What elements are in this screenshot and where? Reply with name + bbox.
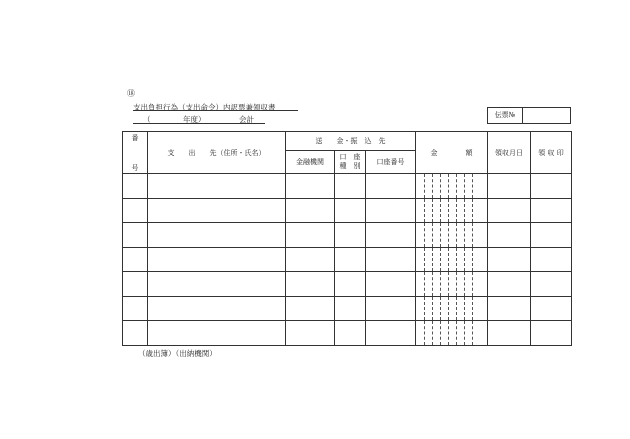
cell-bank[interactable] — [286, 174, 335, 199]
cell-receipt-seal[interactable] — [531, 272, 572, 297]
table-row — [123, 174, 572, 199]
cell-number[interactable] — [123, 296, 148, 321]
cell-receipt-date[interactable] — [488, 247, 531, 272]
cell-bank[interactable] — [286, 223, 335, 248]
table-row — [123, 321, 572, 346]
header-number — [123, 132, 148, 174]
cell-payee[interactable] — [148, 198, 286, 223]
cell-amount[interactable] — [416, 174, 488, 199]
cell-account-number[interactable] — [366, 272, 416, 297]
header-account-type-bottom: 種 別 — [339, 162, 361, 170]
cell-receipt-seal[interactable] — [531, 296, 572, 321]
cell-account-number[interactable] — [366, 223, 416, 248]
slip-number-box — [487, 107, 571, 124]
cell-receipt-seal[interactable] — [531, 247, 572, 272]
form-title: 支出負担行為（支出命令）内訳票兼領収書 — [133, 103, 276, 112]
cell-account-number[interactable] — [366, 321, 416, 346]
cell-account-type[interactable] — [335, 247, 366, 272]
cell-amount[interactable] — [416, 198, 488, 223]
cell-payee[interactable] — [148, 272, 286, 297]
header-account-type-top: 口 座 — [339, 153, 361, 161]
cell-number[interactable] — [123, 174, 148, 199]
kaikei-label: 会計 — [239, 115, 254, 124]
cell-account-type[interactable] — [335, 198, 366, 223]
cell-payee[interactable] — [148, 296, 286, 321]
header-bank: 金融機関 — [286, 151, 335, 174]
header-payee: 支 出 先（住所・氏名） — [148, 132, 286, 174]
cell-payee[interactable] — [148, 247, 286, 272]
header-account-type — [335, 151, 366, 174]
cell-receipt-date[interactable] — [488, 321, 531, 346]
cell-number[interactable] — [123, 198, 148, 223]
cell-receipt-date[interactable] — [488, 223, 531, 248]
cell-account-type[interactable] — [335, 296, 366, 321]
cell-account-number[interactable] — [366, 247, 416, 272]
cell-receipt-seal[interactable] — [531, 198, 572, 223]
footer-note: （歳出簿）（出納機関） — [138, 349, 217, 358]
header-remittance: 送 金・振 込 先 — [286, 132, 416, 151]
cell-payee[interactable] — [148, 174, 286, 199]
title-underline — [133, 110, 298, 111]
cell-receipt-date[interactable] — [488, 174, 531, 199]
year-underline — [133, 123, 265, 124]
table-row — [123, 223, 572, 248]
cell-payee[interactable] — [148, 223, 286, 248]
cell-receipt-date[interactable] — [488, 296, 531, 321]
table-row — [123, 272, 572, 297]
cell-account-type[interactable] — [335, 223, 366, 248]
cell-receipt-date[interactable] — [488, 198, 531, 223]
cell-account-number[interactable] — [366, 174, 416, 199]
cell-amount[interactable] — [416, 296, 488, 321]
cell-amount[interactable] — [416, 272, 488, 297]
header-number-ban: 番 — [131, 133, 139, 142]
cell-account-type[interactable] — [335, 272, 366, 297]
header-amount: 金 額 — [416, 132, 488, 174]
cell-account-type[interactable] — [335, 321, 366, 346]
cell-number[interactable] — [123, 223, 148, 248]
year-label: 年度） — [183, 115, 206, 124]
circled-number-mark: ⑱ — [127, 89, 135, 98]
cell-payee[interactable] — [148, 321, 286, 346]
cell-number[interactable] — [123, 321, 148, 346]
cell-bank[interactable] — [286, 247, 335, 272]
header-receipt-date: 領収月日 — [488, 132, 531, 174]
year-open-paren: （ — [143, 115, 151, 124]
cell-receipt-seal[interactable] — [531, 223, 572, 248]
cell-account-type[interactable] — [335, 174, 366, 199]
cell-number[interactable] — [123, 247, 148, 272]
header-number-go: 号 — [131, 163, 139, 172]
header-account-number: 口座番号 — [366, 151, 416, 174]
header-receipt-seal: 領 収 印 — [531, 132, 572, 174]
cell-receipt-seal[interactable] — [531, 174, 572, 199]
slip-number-label: 伝票№ — [488, 108, 523, 123]
cell-amount[interactable] — [416, 321, 488, 346]
cell-bank[interactable] — [286, 321, 335, 346]
cell-number[interactable] — [123, 272, 148, 297]
table-row — [123, 296, 572, 321]
cell-amount[interactable] — [416, 223, 488, 248]
cell-amount[interactable] — [416, 247, 488, 272]
cell-receipt-seal[interactable] — [531, 321, 572, 346]
table-row — [123, 198, 572, 223]
cell-account-number[interactable] — [366, 296, 416, 321]
cell-bank[interactable] — [286, 272, 335, 297]
cell-receipt-date[interactable] — [488, 272, 531, 297]
cell-account-number[interactable] — [366, 198, 416, 223]
breakdown-table — [122, 131, 572, 346]
table-row — [123, 247, 572, 272]
cell-bank[interactable] — [286, 198, 335, 223]
cell-bank[interactable] — [286, 296, 335, 321]
